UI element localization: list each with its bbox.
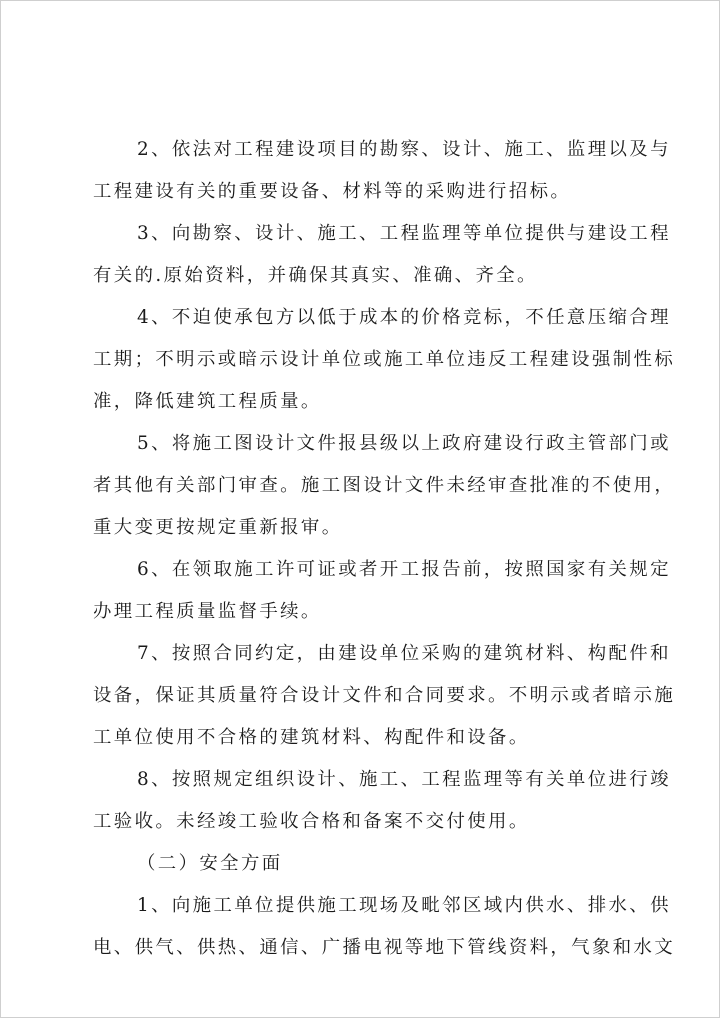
paragraph-quality-8 [93, 759, 671, 843]
paragraph-quality-5 [93, 423, 676, 549]
paragraph-line: 工程建设有关的重要设备、材料等的采购进行招标。 [93, 181, 572, 202]
document-body [93, 129, 676, 969]
paragraph-line: 工验收。未经竣工验收合格和备案不交付使用。 [93, 811, 530, 832]
paragraph-line: 设备，保证其质量符合设计文件和合同要求。不明示或者暗示施 [93, 685, 676, 706]
paragraph-line: 2、依法对工程建设项目的勘察、设计、施工、监理以及与 [137, 139, 671, 160]
paragraph-line: 5、将施工图设计文件报县级以上政府建设行政主管部门或 [137, 433, 671, 454]
paragraph-quality-4 [93, 297, 676, 423]
paragraph-line: 工单位使用不合格的建筑材料、构配件和设备。 [93, 727, 530, 748]
section-heading-safety: （二）安全方面 [137, 853, 283, 874]
paragraph-line: 者其他有关部门审查。施工图设计文件未经审查批准的不使用， [93, 475, 676, 496]
paragraph-line: 有关的.原始资料，并确保其真实、准确、齐全。 [93, 265, 538, 286]
paragraph-line: 电、供气、供热、通信、广播电视等地下管线资料，气象和水文 [93, 937, 676, 958]
paragraph-line: 准，降低建筑工程质量。 [93, 391, 322, 412]
paragraph-quality-6 [93, 549, 671, 633]
paragraph-line: 办理工程质量监督手续。 [93, 601, 322, 622]
paragraph-quality-7 [93, 633, 676, 759]
paragraph-quality-2 [93, 129, 671, 213]
paragraph-line: 8、按照规定组织设计、施工、工程监理等有关单位进行竣 [137, 769, 671, 790]
paragraph-line: 7、按照合同约定，由建设单位采购的建筑材料、构配件和 [137, 643, 671, 664]
paragraph-line: 4、不迫使承包方以低于成本的价格竞标，不任意压缩合理 [137, 307, 671, 328]
paragraph-line: 重大变更按规定重新报审。 [93, 517, 343, 538]
paragraph-safety-1 [93, 885, 676, 969]
paragraph-quality-3 [93, 213, 671, 297]
paragraph-line: 3、向勘察、设计、施工、工程监理等单位提供与建设工程 [137, 223, 671, 244]
paragraph-line: 6、在领取施工许可证或者开工报告前，按照国家有关规定 [137, 559, 671, 580]
paragraph-line: 1、向施工单位提供施工现场及毗邻区域内供水、排水、供 [137, 895, 671, 916]
paragraph-line: 工期；不明示或暗示设计单位或施工单位违反工程建设强制性标 [93, 349, 676, 370]
